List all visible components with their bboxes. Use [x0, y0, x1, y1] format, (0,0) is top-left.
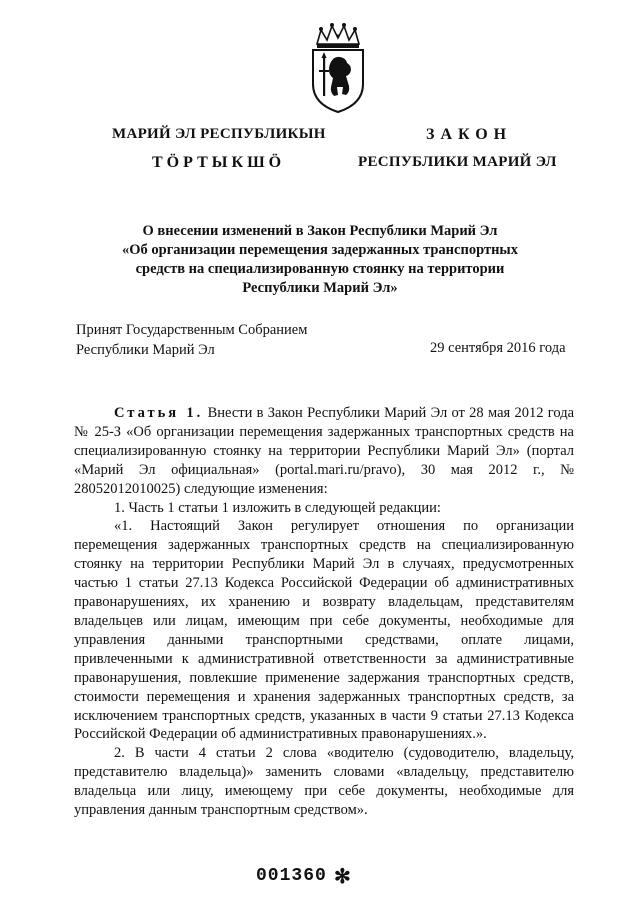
- header-right-line2: РЕСПУБЛИКИ МАРИЙ ЭЛ: [358, 154, 557, 170]
- article-heading: Статья 1.: [114, 405, 204, 421]
- law-title-line: «Об организации перемещения задержанных транспортных: [122, 242, 518, 258]
- law-title-line: средств на специализированную стоянку на территории: [135, 261, 505, 277]
- header-left-line1: МАРИЙ ЭЛ РЕСПУБЛИКЫН: [112, 126, 326, 142]
- header-right-line1: ЗАКОН: [426, 126, 513, 143]
- document-serial-number: 001360: [256, 866, 327, 886]
- article-intro-paragraph: [74, 404, 574, 499]
- article-item1-text: «1. Настоящий Закон регулирует отношения по организации перемещения задержанных транспортных средств на специализированную стоянку на территории Республики Марий Эл в случаях, предусмотренных частью 1 статьи 27.13 Кодекса Российской Федерации об административных правонарушениях, их хранению и возврату владельцам, представителям владельцев или лицам, имеющим при себе документы, необходимые для управления данными транспортными средствами, оплате лицами, привлеченными к административной ответственности за административные правонарушения, повлекшие применение задержания транспортных средств, стоимости перемещения и хранения задержанных транспортных средств, за исключением транспортных средств, указанных в части 9 статьи 27.13 Кодекса Российской Федерации об административных правонарушениях.».: [74, 518, 574, 743]
- law-title: [90, 222, 550, 298]
- adoption-date: 29 сентября 2016 года: [430, 340, 566, 356]
- adoption-line1: Принят Государственным Собранием: [76, 322, 308, 338]
- law-title-line: О внесении изменений в Закон Республики Марий Эл: [142, 223, 498, 239]
- law-title-line: Республики Марий Эл»: [242, 280, 398, 296]
- adoption-line2: Республики Марий Эл: [76, 342, 215, 358]
- article-body: [74, 404, 574, 820]
- header-left-line2: ТӦРТЫКШӦ: [152, 154, 286, 171]
- footer-mark-icon: ✻: [334, 866, 351, 888]
- article-intro: Внести в Закон Республики Марий Эл от 28 мая 2012 года № 25-З «Об организации перемещения задержанных транспортных средств на специализированную стоянку на территории Республики Марий Эл» (портал «Марий Эл официальная» (portal.mari.ru/pravo), 30 мая 2012 г., № 28052012010025) следующие изменения:: [74, 405, 575, 497]
- article-item2-text: 2. В части 4 статьи 2 слова «водителю (судоводителю, владельцу, представителю владельца)» заменить словами «владельцу, представителю владельца или лицу, имеющему при себе документы, необходимые для управления данным транспортным средством».: [74, 745, 574, 819]
- coat-of-arms-icon: [307, 22, 369, 114]
- article-item1-lead: 1. Часть 1 статьи 1 изложить в следующей редакции:: [114, 499, 441, 516]
- adoption-block: [76, 320, 307, 360]
